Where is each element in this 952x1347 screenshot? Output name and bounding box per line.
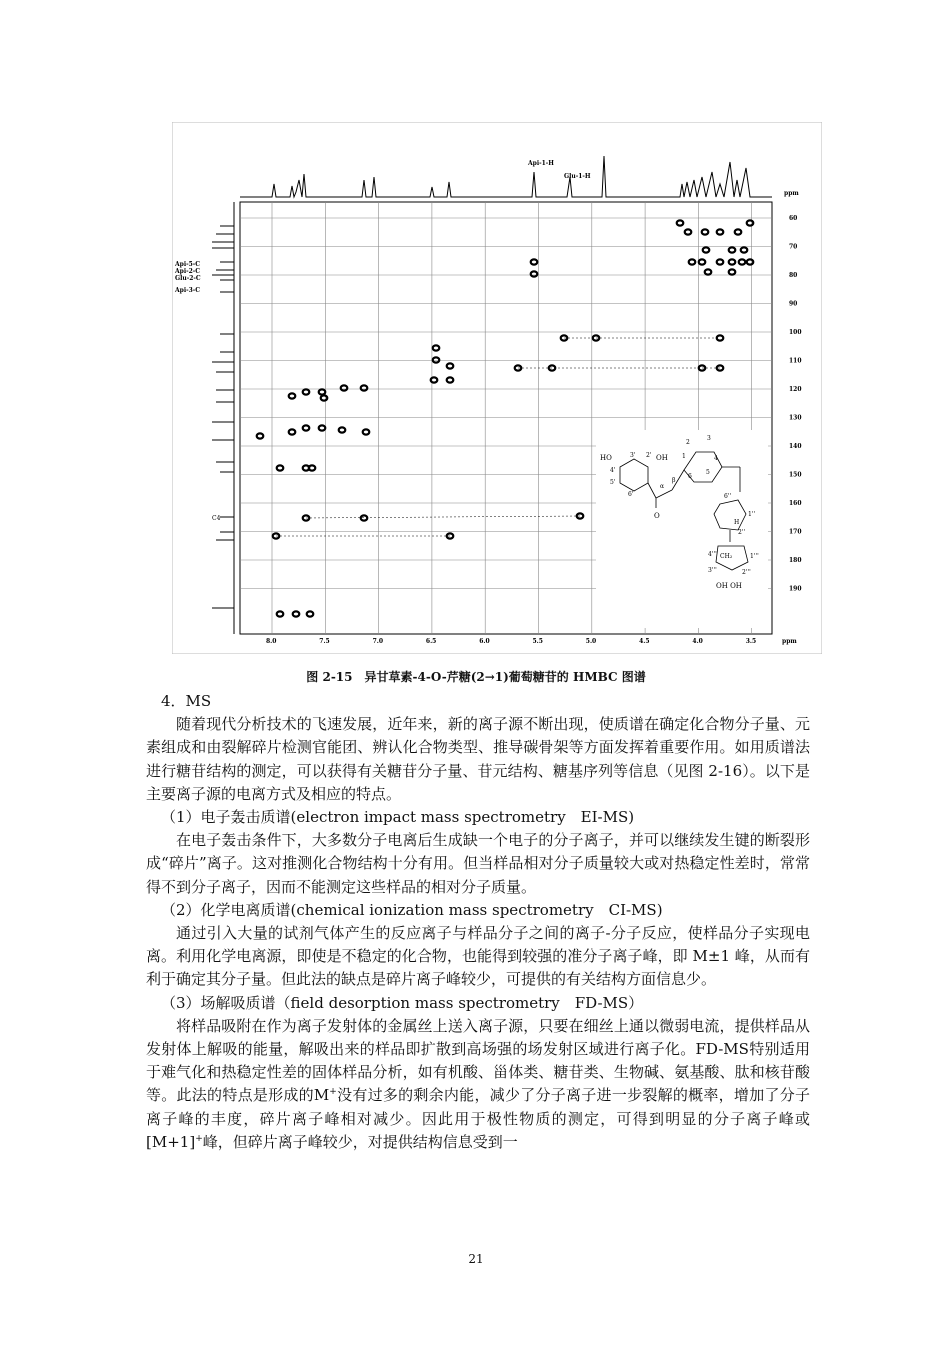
x-tick-label: 4.5 — [639, 638, 650, 645]
svg-text:β: β — [672, 477, 676, 484]
svg-text:3''': 3''' — [708, 567, 717, 574]
ppm-label-top: ppm — [784, 190, 799, 197]
svg-text:HO: HO — [600, 454, 612, 462]
x-tick-label: 7.5 — [319, 638, 330, 645]
carbon-label-api3: Api-3-C — [175, 287, 201, 294]
svg-text:α: α — [660, 483, 665, 490]
molecular-structure-inset — [596, 430, 768, 628]
svg-text:6': 6' — [628, 491, 634, 498]
subheading-ei-ms: （1）电子轰击质谱(electron impact mass spectrometry EI-MS) — [161, 808, 635, 827]
proton-label-api: Api-1-H — [528, 160, 554, 167]
body-text — [146, 690, 810, 1154]
x-tick-label: 8.0 — [266, 638, 277, 645]
svg-text:2': 2' — [646, 452, 652, 459]
y-tick-label: 190 — [789, 585, 802, 593]
y-tick-label: 70 — [789, 243, 798, 251]
svg-text:4: 4 — [714, 455, 718, 462]
y-tick-label: 140 — [789, 443, 802, 450]
svg-text:2''': 2''' — [742, 569, 751, 576]
y-tick-label: 120 — [789, 386, 802, 393]
x-tick-label: 5.0 — [585, 638, 597, 645]
x-tick-label: 4.0 — [692, 638, 703, 645]
svg-text:O: O — [654, 512, 660, 520]
svg-text:H: H — [734, 519, 740, 526]
svg-text:OH: OH — [656, 454, 668, 462]
paragraph-fd-ms: 将样品吸附在作为离子发射体的金属丝上送入离子源，只要在细丝上通以微弱电流，提供样品从发射体上解吸的能量，解吸出来的样品即扩散到高场强的场发射区域进行离子化。FD-MS特别适用于难气化和热稳定性差的固体样品分析，如有机酸、甾体类、糖苷类、生物碱、氨基酸、肽和核苷酸等。此法的特点是形成的M+没有过多的剩余内能，减少了分子离子进一步裂解的概率，增加了分子离子峰的丰度，碎片离子峰相对减少。因此用于极性物质的测定，可得到明显的分子离子峰或[M+1]+峰，但碎片离子峰较少，对提供结构信息受到一 — [146, 1016, 810, 1151]
svg-text:2'': 2'' — [738, 529, 746, 536]
carbon-label-api2: Api-2-C — [175, 268, 201, 275]
svg-text:3': 3' — [630, 452, 636, 459]
proton-label-glu: Glu-1-H — [564, 173, 591, 180]
paragraph-ei-ms: 在电子轰击条件下，大多数分子电离后生成缺一个电子的分子离子，并可以继续发生键的断裂形成“碎片”离子。这对推测化合物结构十分有用。但当样品相对分子质量较大或对热稳定性差时，常常得不到分子离子，因而不能测定这些样品的相对分子质量。 — [146, 831, 810, 896]
svg-text:1''': 1''' — [750, 553, 759, 560]
paragraph-ci-ms: 通过引入大量的试剂气体产生的反应离子与样品分子之间的离子-分子反应，使样品分子实现电离。利用化学电离源，即使是不稳定的化合物，也能得到较强的准分子离子峰，即 M±1 峰，从而有利于确定其分子量。但此法的缺点是碎片离子峰较少，可提供的有关结构方面信息少。 — [146, 924, 810, 989]
hmbc-spectrum-figure — [172, 122, 822, 654]
svg-text:6: 6 — [688, 473, 692, 480]
svg-text:CH₂: CH₂ — [720, 553, 733, 560]
x-tick-label: 5.5 — [532, 638, 543, 645]
svg-text:1'': 1'' — [748, 511, 756, 518]
svg-text:5': 5' — [610, 479, 616, 486]
y-tick-label: 150 — [789, 471, 802, 479]
svg-text:4': 4' — [610, 467, 616, 474]
y-tick-label: 80 — [789, 272, 798, 279]
y-tick-label: 180 — [789, 557, 802, 564]
figure-caption: 图 2-15 异甘草素-4-O-芹糖(2→1)葡萄糖苷的 HMBC 图谱 — [306, 670, 646, 684]
y-tick-label: 110 — [789, 357, 802, 365]
x-tick-label: 3.5 — [745, 638, 757, 645]
svg-text:6'': 6'' — [724, 493, 732, 500]
y-tick-label: 90 — [789, 300, 798, 308]
page-number: 21 — [468, 1252, 484, 1266]
carbon-label-c4: C4 — [212, 515, 221, 522]
carbon-label-glu2: Glu-2-C — [175, 275, 201, 282]
paragraph-intro: 随着现代分析技术的飞速发展，近年来，新的离子源不断出现，使质谱在确定化合物分子量、元素组成和由裂解碎片检测官能团、辨认化合物类型、推导碳骨架等方面发挥着重要作用。如用质谱法进行糖苷结构的测定，可以获得有关糖苷分子量、苷元结构、糖基序列等信息（见图 2-16）。以下是主要离子源的电离方式及相应的特点。 — [146, 715, 810, 803]
ppm-label-bottom: ppm — [782, 638, 797, 645]
y-tick-label: 170 — [789, 528, 802, 536]
svg-text:3: 3 — [707, 435, 711, 442]
subheading-ci-ms: （2）化学电离质谱(chemical ionization mass spectrometry CI-MS) — [161, 900, 663, 919]
y-tick-label: 160 — [789, 500, 802, 507]
x-tick-label: 6.0 — [479, 638, 490, 645]
y-tick-label: 100 — [789, 329, 802, 336]
y-tick-label: 130 — [789, 414, 802, 422]
x-tick-label: 7.0 — [372, 638, 384, 645]
svg-text:OH OH: OH OH — [716, 582, 742, 590]
svg-text:1: 1 — [682, 453, 686, 460]
y-tick-label: 60 — [789, 215, 798, 222]
svg-text:5: 5 — [706, 469, 710, 476]
x-tick-label: 6.5 — [425, 638, 437, 645]
section-heading: 4．MS — [161, 692, 212, 710]
carbon-label-api5: Api-5-C — [175, 261, 201, 268]
svg-text:4''': 4''' — [708, 551, 717, 558]
subheading-fd-ms: （3）场解吸质谱（field desorption mass spectrometry FD-MS） — [161, 993, 644, 1012]
svg-text:2: 2 — [686, 439, 690, 446]
